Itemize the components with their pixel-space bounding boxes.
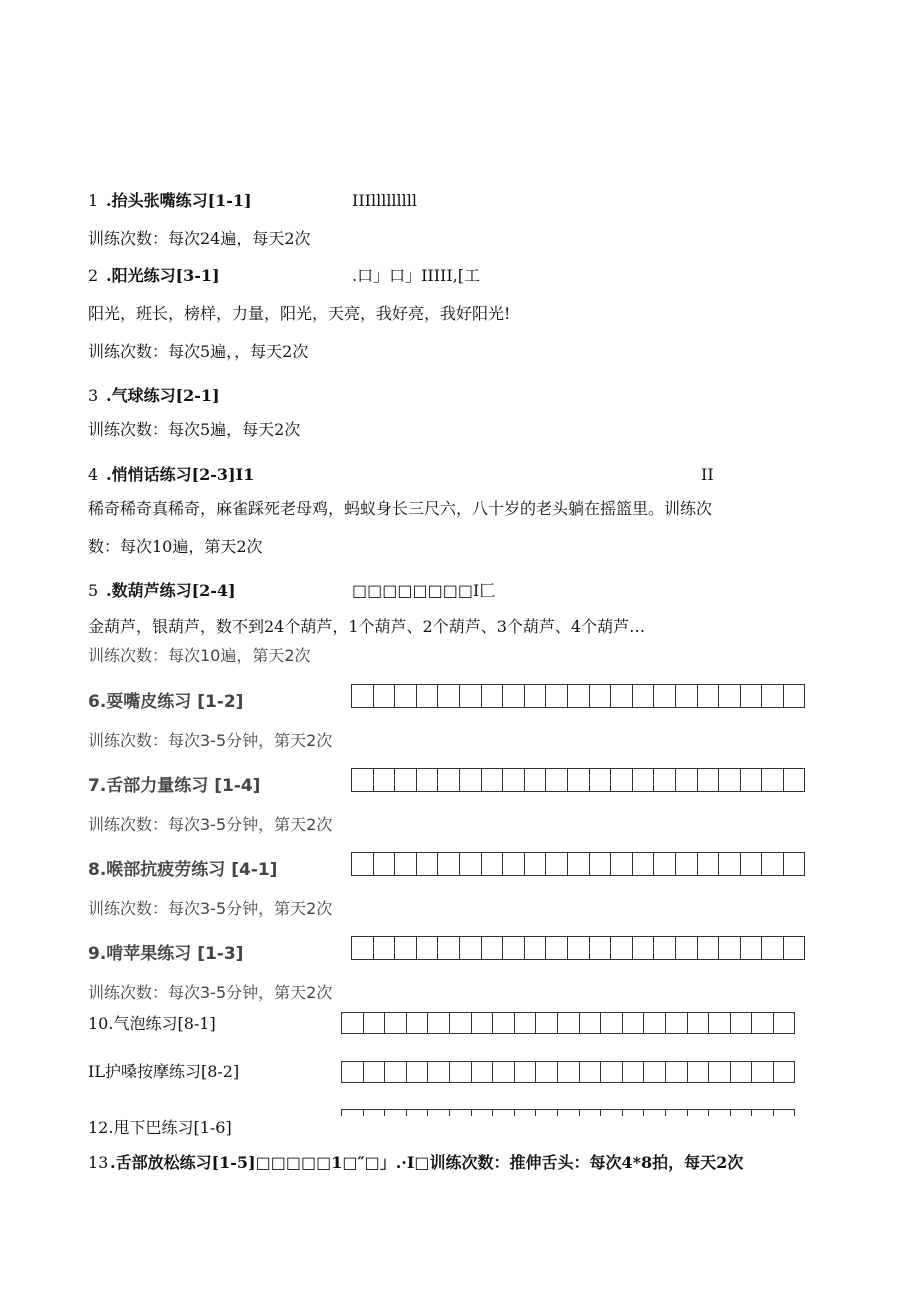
grid-cell (762, 936, 784, 960)
grid-cell (525, 852, 547, 876)
grid-cell (666, 1061, 688, 1083)
grid-cell (428, 1109, 450, 1116)
grid-cell (395, 936, 417, 960)
grid-cell (428, 1012, 450, 1034)
grid-cell (352, 852, 374, 876)
training-frequency: 训练次数：每次3-5分钟，第天2次 (88, 731, 333, 750)
grid-cell (644, 1109, 666, 1116)
exercise-number: 3 (88, 386, 99, 405)
grid-cell (395, 852, 417, 876)
grid-cell (342, 1109, 364, 1116)
grid-cell (450, 1012, 472, 1034)
grid-cell (568, 768, 590, 792)
grid-cell (342, 1012, 364, 1034)
grid-cell (611, 852, 633, 876)
grid-cell (611, 768, 633, 792)
grid-cell (709, 1012, 731, 1034)
grid-cell (719, 852, 741, 876)
grid-cell (352, 768, 374, 792)
grid-cell (364, 1012, 386, 1034)
scan-artifact-text: II (701, 465, 714, 484)
grid-cell (503, 936, 525, 960)
grid-cell (385, 1109, 407, 1116)
grid-cell (762, 768, 784, 792)
grid-cell (364, 1061, 386, 1083)
grid-cell (633, 936, 655, 960)
practice-text: 稀奇稀奇真稀奇，麻雀踩死老母鸡，蚂蚁身长三尺六，八十岁的老头躺在摇篮里。训练次 (88, 499, 713, 518)
exercise-number: 13 (88, 1153, 109, 1172)
grid-cell (460, 852, 482, 876)
grid-cell (590, 684, 612, 708)
practice-text: 金葫芦，银葫芦，数不到24个葫芦，1个葫芦、2个葫芦、3个葫芦、4个葫芦… (88, 617, 646, 636)
scan-artifact-text: IIIlllllllll (352, 191, 418, 210)
scan-artifact-text: □□□□□□□□I匚 (352, 581, 496, 600)
grid-cell (342, 1061, 364, 1083)
checkbox-grid (341, 1061, 795, 1083)
grid-cell (752, 1061, 774, 1083)
grid-cell (590, 768, 612, 792)
grid-cell (741, 768, 763, 792)
grid-cell (395, 684, 417, 708)
grid-cell (698, 768, 720, 792)
grid-cell (644, 1012, 666, 1034)
grid-cell (633, 852, 655, 876)
grid-cell (580, 1109, 602, 1116)
grid-cell (654, 768, 676, 792)
exercise-number: 5 (88, 581, 99, 600)
grid-cell (611, 684, 633, 708)
grid-cell (676, 684, 698, 708)
grid-cell (352, 936, 374, 960)
grid-cell (515, 1061, 537, 1083)
checkbox-grid (351, 852, 805, 876)
grid-cell (374, 684, 396, 708)
grid-cell (698, 936, 720, 960)
grid-cell (741, 684, 763, 708)
grid-cell (752, 1012, 774, 1034)
checkbox-grid (351, 768, 805, 792)
grid-cell (719, 684, 741, 708)
grid-cell (568, 852, 590, 876)
grid-cell (623, 1061, 645, 1083)
grid-cell (472, 1109, 494, 1116)
checkbox-grid-partial (341, 1109, 795, 1116)
grid-cell (762, 852, 784, 876)
grid-cell (590, 852, 612, 876)
exercise-6-heading: 6.耍嘴皮练习 [1-2] (88, 692, 244, 712)
grid-cell (752, 1109, 774, 1116)
exercise-13-heading (88, 1153, 743, 1173)
grid-cell (374, 936, 396, 960)
grid-cell (438, 936, 460, 960)
exercise-12-heading: 12.甩下巴练习[1-6] (88, 1118, 232, 1137)
grid-cell (698, 852, 720, 876)
training-frequency: 训练次数：每次24遍，每天2次 (88, 229, 311, 248)
grid-cell (460, 768, 482, 792)
grid-cell (503, 768, 525, 792)
grid-cell (784, 852, 806, 876)
grid-cell (719, 768, 741, 792)
grid-cell (493, 1061, 515, 1083)
training-frequency: 训练次数：每次3-5分钟，第天2次 (88, 815, 333, 834)
grid-cell (568, 684, 590, 708)
grid-cell (407, 1012, 429, 1034)
checkbox-grid (341, 1012, 795, 1034)
grid-cell (438, 768, 460, 792)
grid-cell (417, 768, 439, 792)
grid-cell (654, 936, 676, 960)
grid-cell (558, 1109, 580, 1116)
grid-cell (493, 1109, 515, 1116)
grid-cell (482, 936, 504, 960)
exercise-10-heading: 10.气泡练习[8-1] (88, 1014, 216, 1033)
exercise-4-heading (88, 465, 254, 485)
training-frequency: 训练次数：每次5遍，每天2次 (88, 420, 301, 439)
grid-cell (580, 1061, 602, 1083)
grid-cell (676, 936, 698, 960)
grid-cell (472, 1061, 494, 1083)
grid-cell (762, 684, 784, 708)
grid-cell (525, 768, 547, 792)
grid-cell (352, 684, 374, 708)
grid-cell (774, 1061, 796, 1083)
grid-cell (482, 768, 504, 792)
grid-cell (438, 684, 460, 708)
grid-cell (417, 936, 439, 960)
grid-cell (601, 1061, 623, 1083)
grid-cell (580, 1012, 602, 1034)
checkbox-grid (351, 936, 805, 960)
grid-cell (568, 936, 590, 960)
grid-cell (450, 1061, 472, 1083)
grid-cell (633, 768, 655, 792)
grid-cell (395, 768, 417, 792)
exercise-title: .气球练习[2-1] (106, 386, 220, 405)
grid-cell (731, 1061, 753, 1083)
grid-cell (676, 768, 698, 792)
grid-cell (460, 936, 482, 960)
grid-cell (774, 1012, 796, 1034)
exercise-5-heading (88, 581, 236, 601)
grid-cell (741, 852, 763, 876)
grid-cell (731, 1109, 753, 1116)
grid-cell (472, 1012, 494, 1034)
exercise-number: 2 (88, 266, 99, 285)
checkbox-grid (351, 684, 805, 708)
exercise-title: .舌部放松练习[1-5]□□□□□1□″□」.·I□训练次数：推伸舌头：每次4*8拍，每天2次 (110, 1153, 744, 1172)
grid-cell (438, 852, 460, 876)
grid-cell (644, 1061, 666, 1083)
grid-cell (719, 936, 741, 960)
grid-cell (417, 852, 439, 876)
grid-cell (525, 684, 547, 708)
grid-cell (460, 684, 482, 708)
training-frequency: 训练次数：每次10遍，第天2次 (88, 646, 311, 665)
grid-cell (633, 684, 655, 708)
exercise-1-heading (88, 191, 252, 211)
exercise-7-heading: 7.舌部力量练习 [1-4] (88, 776, 261, 796)
grid-cell (654, 684, 676, 708)
exercise-8-heading: 8.喉部抗疲劳练习 [4-1] (88, 860, 278, 880)
grid-cell (558, 1061, 580, 1083)
grid-cell (784, 684, 806, 708)
exercise-9-heading: 9.啃苹果练习 [1-3] (88, 944, 244, 964)
grid-cell (493, 1012, 515, 1034)
grid-cell (731, 1012, 753, 1034)
grid-cell (546, 936, 568, 960)
grid-cell (482, 852, 504, 876)
grid-cell (503, 684, 525, 708)
grid-cell (428, 1061, 450, 1083)
grid-cell (688, 1012, 710, 1034)
grid-cell (546, 684, 568, 708)
grid-cell (515, 1109, 537, 1116)
grid-cell (407, 1109, 429, 1116)
grid-cell (688, 1109, 710, 1116)
grid-cell (558, 1012, 580, 1034)
grid-cell (784, 768, 806, 792)
grid-cell (417, 684, 439, 708)
grid-cell (482, 684, 504, 708)
exercise-number: 1 (88, 191, 99, 210)
grid-cell (688, 1061, 710, 1083)
grid-cell (676, 852, 698, 876)
exercise-11-heading: IL护嗓按摩练习[8-2] (88, 1062, 240, 1081)
grid-cell (698, 684, 720, 708)
exercise-3-heading (88, 386, 220, 406)
training-frequency: 训练次数：每次3-5分钟，第天2次 (88, 983, 333, 1002)
exercise-number: 4 (88, 465, 99, 484)
grid-cell (654, 852, 676, 876)
grid-cell (666, 1012, 688, 1034)
training-frequency: 数：每次10遍，第天2次 (88, 537, 263, 556)
grid-cell (666, 1109, 688, 1116)
grid-cell (590, 936, 612, 960)
grid-cell (601, 1012, 623, 1034)
grid-cell (536, 1109, 558, 1116)
grid-cell (385, 1012, 407, 1034)
grid-cell (374, 852, 396, 876)
grid-cell (515, 1012, 537, 1034)
grid-cell (784, 936, 806, 960)
training-frequency: 训练次数：每次5遍，，每天2次 (88, 342, 309, 361)
grid-cell (623, 1109, 645, 1116)
grid-cell (385, 1061, 407, 1083)
exercise-2-heading (88, 266, 220, 286)
grid-cell (741, 936, 763, 960)
grid-cell (536, 1012, 558, 1034)
practice-text: 阳光，班长，榜样，力量，阳光，天亮，我好亮，我好阳光! (88, 304, 511, 323)
grid-cell (709, 1109, 731, 1116)
grid-cell (374, 768, 396, 792)
grid-cell (601, 1109, 623, 1116)
grid-cell (611, 936, 633, 960)
scan-artifact-text: .口」口」IIIII,[工 (352, 266, 481, 285)
grid-cell (774, 1109, 796, 1116)
grid-cell (450, 1109, 472, 1116)
grid-cell (623, 1012, 645, 1034)
exercise-title: .悄悄话练习[2-3]I1 (106, 465, 255, 484)
training-frequency: 训练次数：每次3-5分钟，第天2次 (88, 899, 333, 918)
grid-cell (536, 1061, 558, 1083)
grid-cell (546, 852, 568, 876)
grid-cell (546, 768, 568, 792)
exercise-title: .数葫芦练习[2-4] (106, 581, 236, 600)
exercise-title: .抬头张嘴练习[1-1] (106, 191, 252, 210)
grid-cell (503, 852, 525, 876)
grid-cell (407, 1061, 429, 1083)
grid-cell (364, 1109, 386, 1116)
grid-cell (525, 936, 547, 960)
exercise-title: .阳光练习[3-1] (106, 266, 220, 285)
grid-cell (709, 1061, 731, 1083)
